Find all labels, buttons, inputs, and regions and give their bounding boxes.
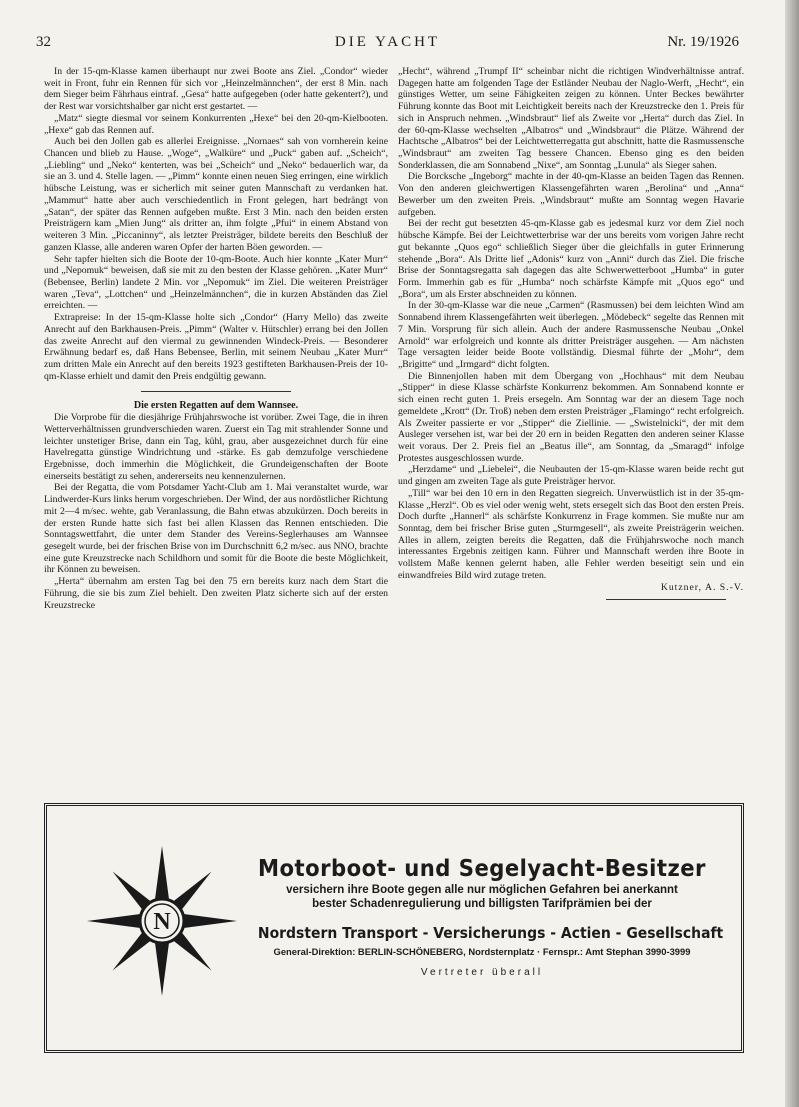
paragraph: In der 30-qm-Klasse war die neue „Carmen“ (Rasmussen) bei dem leichten Wind am Sonnabend ihrem Klassengefährten weit überlegen. „Mödebeck“ segelte das Rennen mit 7 Min. Vorsprung für sich allein. Auch der andere Rasmussensche Neubau „Onkel Arnold“ war erfolgreich und konnte als dritter Preisträger ausgehen. — Am nächsten Tage versagten leider beide Boote vollständig. Diesmal führte der „Mohr“, dem „Brigitte“ und „Irmgard“ dicht folgten.: [398, 300, 744, 370]
ad-company: Nordstern Transport - Versicherungs - Actien - Gesellschaft: [257, 924, 724, 942]
author-signature: Kutzner, A. S.-V.: [660, 581, 744, 593]
paragraph: „Herta“ übernahm am ersten Tag bei den 75 ern bereits kurz nach dem Start die Führung, die sie bis zum Ziel behielt. Den zweiten Platz sicherte sich auf der ersten Kreuzstrecke: [44, 576, 388, 611]
paragraph: Die Borcksche „Ingeborg“ machte in der 40-qm-Klasse an beiden Tagen das Rennen. Von den anderen gleichwertigen Klassengefährten waren „Berolina“ und „Anna“ Bewerber um den zweiten Preis. „Windsbraut“ mußte am Sonntag wegen Havarie aufgeben.: [398, 171, 744, 218]
paragraph: Bei der Regatta, die vom Potsdamer Yacht-Club am 1. Mai veranstaltet wurde, war Lindwerder-Kurs links herum vorgeschrieben. Der Wind, der aus nordöstlicher Richtung mit 2—4 m/sec. wehte, gab Veranlassung, die Bahn etwas abzukürzen. Doch bereits in der ersten Runde hatte sich fast bei allen Klassen das Rennen entschieden. Die Sonntagswettfahrt, die unter dem Stander des Vereins-Seglerhauses am Wannsee gesegelt wurde, bei der frischen Brise von im Durchschnitt 6,2 m/sec. aus NNO, brachte eine gute Kreuzstrecke nach Schildhorn und somit für die Boote die beste Möglichkeit, ihr Können zu beweisen.: [44, 482, 388, 576]
paragraph: Extrapreise: In der 15-qm-Klasse holte sich „Condor“ (Harry Mello) das zweite Anrecht auf den Barkhausen-Preis. „Pimm“ (Walter v. Hütschler) errang bei den Jollen das zweite Anrecht auf den viermal zu gewinnenden Windeck-Preis. — Besonderer Erwähnung bedarf es, daß Hans Bebensee, Berlin, mit seinem Neubau „Kater Murr“ zum dritten Male ein Anrecht auf den bereits 1923 gestifteten Barkhausen-Preis der 10-qm-Klasse erhielt und damit den Preis endgültig gewann.: [44, 312, 388, 382]
ad-line-2: bester Schadenregulierung und billigsten Tarifprämien bei der: [312, 898, 652, 910]
paragraph: Die Vorprobe für die diesjährige Frühjahrswoche ist vorüber. Zwei Tage, die in ihren Wetterverhältnissen grundverschieden waren. Zuerst ein Tag mit strahlender Sonne und leichter unstetiger Brise, dann ein Tag, kühl, grau, aber ausgezeichnet durch für eine Havelregatta günstige Windrichtung und -stärke. Es gab demzufolge verschiedene Ergebnisse, doch immerhin die Möglichkeit, die Grundeigenschaften der Boote einerseits bestätigt zu sehen, andererseits neu kennenzulernen.: [44, 412, 388, 482]
signature-rule: [606, 599, 726, 600]
paragraph: Die Binnenjollen haben mit dem Übergang von „Hochhaus“ mit dem Neubau „Stipper“ in diese Klasse schärfste Konkurrenz bekommen. Am Sonnabend konnte er sich einen recht guten 1. Preis ersegeln. Am Sonntag war der an diesem Tage noch gemeldete „Krott“ (Dr. Troß) neben dem ersten Preisträger „Flamingo“ recht erfolgreich. Als Zweiter passierte er vor „Stipper“ die Ziellinie. — „Swistelnicki“, der mit dem Ausleger versehen ist, war bei der 20 ern in beiden Regatten den anderen seiner Klasse weit voraus. Der 2. Preis fiel an „Beatus ille“, am Sonntag, da „Smaragd“ infolge Protestes ausgeschlossen wurde.: [398, 370, 744, 464]
left-column: [44, 66, 388, 611]
ad-address: General-Direktion: BERLIN-SCHÖNEBERG, Nordsternplatz · Fernspr.: Amt Stephan 3990-3999: [273, 946, 691, 957]
section-divider: [141, 391, 291, 392]
paragraph: „Matz“ siegte diesmal vor seinem Konkurrenten „Hexe“ bei den 20-qm-Kielbooten. „Hexe“ gab das Rennen auf.: [44, 112, 388, 136]
paragraph: „Herzdame“ und „Liebelei“, die Neubauten der 15-qm-Klasse waren beide recht gut und gingen am zweiten Tage als gute Preisträger hervor.: [398, 464, 744, 488]
page-header: [36, 34, 739, 54]
nordstern-star-logo-icon: [87, 846, 237, 996]
page-gutter: [785, 0, 799, 1107]
page-number: 32: [36, 34, 51, 50]
magazine-title: DIE YACHT: [334, 34, 441, 50]
paragraph: Sehr tapfer hielten sich die Boote der 10-qm-Boote. Auch hier konnte „Kater Murr“ und „Nepomuk“ beweisen, daß sie mit zu den besten der Klasse gehören. „Kater Murr“ (Bebensee, Berlin) landete 2 Min. vor „Nepomuk“ im Ziel. Die weiteren Preisträger waren „Teva“, „Lottchen“ und „Heinzelmännchen“, die in kurzen Abständen das Ziel erreichten. —: [44, 253, 388, 312]
section-heading: Die ersten Regatten auf dem Wannsee.: [133, 400, 299, 412]
paragraph: In der 15-qm-Klasse kamen überhaupt nur zwei Boote ans Ziel. „Condor“ wieder weit in Front, fuhr ein Rennen für sich vor „Heinzelmännchen“, der erst 8 Min. nach dem Sieger beim Fährhaus eintraf. „Gesa“ hatte aufgegeben (oder hatte gekentert?), und der Rest war vorsichtshalber gar nicht erst gestartet. —: [44, 66, 388, 113]
paragraph: Auch bei den Jollen gab es allerlei Ereignisse. „Nornaes“ sah von vornherein keine Chancen und blieb zu Hause. „Woge“, „Walküre“ und „Puck“ gaben auf. „Scheich“, „Liebling“ und „Neko“ kenterten, was bei „Scheich“ und „Neko“ bedauerlich war, da sie an 3. und 4. Stelle lagen. — „Pimm“ konnte einen neuen Sieg erringen, eine wirklich hübsche Leistung, was er sicherlich mit seiner guten Mannschaft zu verdanken hat. „Mammut“ hatte aber auch verschiedentlich in Front gelegen, hart bedrängt von „Satan“, der später das Rennen aufgeben mußte. Erst 3 Min. nach den beiden ersten Preisträgern kam „Mien Jung“ als dritter an, ihm folgte „Pfui“ in einem Abstand von weiteren 3 Min. „Piccaninny“, als letzter Preisträger, bildete bereits den Beschluß der ganzen Klasse, alle anderen waren Opfer der harten Böen geworden. —: [44, 136, 388, 253]
ad-representatives: Vertreter überall: [420, 967, 544, 978]
issue-number: Nr. 19/1926: [667, 34, 739, 50]
ad-headline: Motorboot- und Segelyacht-Besitzer: [258, 856, 706, 882]
advertisement-box: [44, 803, 744, 1053]
paragraph: „Hecht“, während „Trumpf II“ scheinbar nicht die richtigen Windverhältnisse antraf. Dagegen hatte am folgenden Tage der Estländer Neubau der Naglo-Werft, „Hecht“, ein günstiges Wetter, um seine Fähigkeiten zeigen zu können. Unter Beckes bewährter Führung konnte das Boot mit Leichtigkeit bereits nach der Kreuzstrecke den 1. Preis für sich in Anspruch nehmen. „Windsbraut“ lief als Zweite vor „Herta“ durch das Ziel. In der 60-qm-Klasse wechselten „Albatros“ und „Windsbraut“ die Plätze. Während der Hachtsche „Albatros“ bei der Leichtwetterregatta gut abschnitt, hatte die Rasmussensche „Windsbraut“ am zweiten Tag bessere Chancen. Ebenso ging es den beiden Sonderklassen, die am Sonnabend „Nixe“, am Sonntag „Lunula“ als Sieger sahen.: [398, 66, 744, 171]
paragraph: „Till“ war bei den 10 ern in den Regatten siegreich. Unverwüstlich ist in der 35-qm-Klasse „Herzl“. Ob es viel oder wenig weht, stets ersegelt sich das Boot den ersten Preis. Doch durfte „Hannerl“ als schärfste Konkurrenz in Frage kommen. Sie mußte nur am Sonntag, dem bei frischer Brise guten „Sturmgesell“, als zweite Preisträgerin weichen. Alles in allem, zeigten bereits die Regatten, daß die Frühjahrswoche noch manch interessantes Ergebnis zeitigen kann. Führer und Mannschaft werden ihre Boote in vollstem Maße kennen gelernt haben, alle Fehler werden beseitigt sein und ein einwandfreies Bild wird zutage treten.: [398, 487, 744, 581]
logo-letter: N: [153, 909, 171, 935]
right-column: [398, 66, 744, 600]
ad-text: [233, 856, 731, 978]
paragraph: Bei der recht gut besetzten 45-qm-Klasse gab es jedesmal kurz vor dem Ziel noch hübsche Kämpfe. Bei der Leichtwetterbrise war der uns bereits vom vorigen Jahre recht gut bekannte „Quos ego“ schließlich Sieger über die gleichfalls in guter Erinnerung stehende „Bora“. Als Dritte lief „Adonis“ kurz von „Anni“ durch das Ziel. Die frische Brise der Sonntagsregatta sah dagegen das alte Schwerwetterboot „Humba“ in guter Form. Immerhin gab es für „Humba“ noch schärfste Kämpfe mit „Quos ego“ und „Bora“, um als Erster abschneiden zu können.: [398, 218, 744, 300]
ad-line-1: versichern ihre Boote gegen alle nur möglichen Gefahren bei anerkannt: [286, 884, 678, 896]
